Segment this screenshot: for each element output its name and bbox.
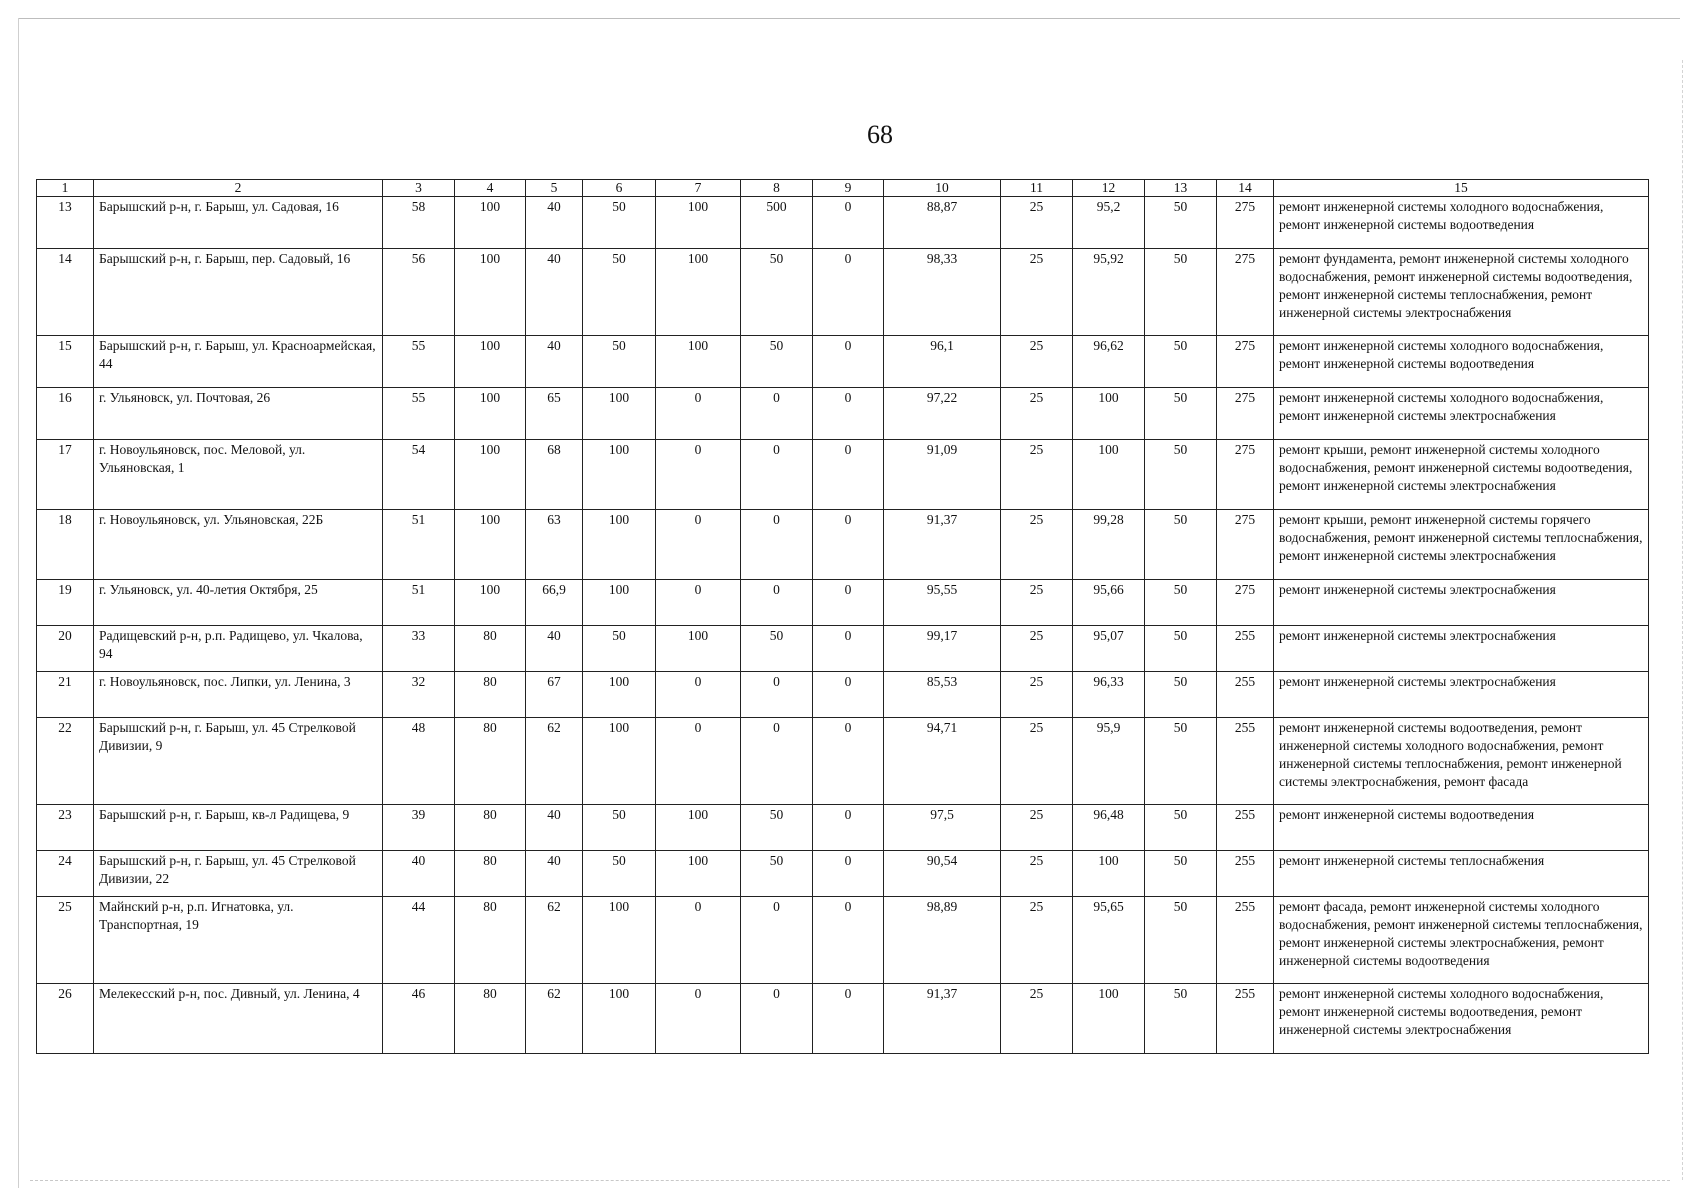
value-cell-col-9: 0	[813, 336, 884, 388]
value-cell-col-14: 275	[1217, 336, 1274, 388]
table-row	[37, 336, 1649, 388]
value-cell-col-7: 0	[656, 388, 741, 440]
works-cell: ремонт инженерной системы электроснабжения	[1274, 580, 1649, 626]
value-cell-col-7: 0	[656, 897, 741, 984]
address-cell: г. Ульяновск, ул. 40-летия Октября, 25	[94, 580, 383, 626]
value-cell-col-4: 80	[455, 984, 526, 1054]
value-cell-col-10: 88,87	[884, 197, 1001, 249]
value-cell-col-3: 55	[383, 388, 455, 440]
row-number-cell: 13	[37, 197, 94, 249]
value-cell-col-8: 0	[741, 984, 813, 1054]
table-row	[37, 440, 1649, 510]
address-cell: г. Новоульяновск, ул. Ульяновская, 22Б	[94, 510, 383, 580]
address-cell: Барышский р-н, г. Барыш, ул. Садовая, 16	[94, 197, 383, 249]
value-cell-col-9: 0	[813, 626, 884, 672]
value-cell-col-3: 51	[383, 510, 455, 580]
row-number-cell: 23	[37, 805, 94, 851]
address-cell: Барышский р-н, г. Барыш, ул. 45 Стрелковой Дивизии, 22	[94, 851, 383, 897]
value-cell-col-8: 50	[741, 336, 813, 388]
row-number-cell: 20	[37, 626, 94, 672]
row-number-cell: 17	[37, 440, 94, 510]
value-cell-col-5: 40	[526, 805, 583, 851]
table-row	[37, 672, 1649, 718]
value-cell-col-8: 50	[741, 805, 813, 851]
value-cell-col-7: 100	[656, 626, 741, 672]
value-cell-col-4: 100	[455, 510, 526, 580]
value-cell-col-11: 25	[1001, 626, 1073, 672]
row-number-cell: 22	[37, 718, 94, 805]
value-cell-col-3: 39	[383, 805, 455, 851]
value-cell-col-5: 40	[526, 336, 583, 388]
column-header-2: 2	[94, 180, 383, 197]
value-cell-col-8: 50	[741, 851, 813, 897]
value-cell-col-4: 100	[455, 249, 526, 336]
works-cell: ремонт инженерной системы водоотведения, ремонт инженерной системы холодного водоснабжения, ремонт инженерной системы теплоснабжения, ремонт инженерной системы электроснабжения, ремонт фасада	[1274, 718, 1649, 805]
value-cell-col-6: 50	[583, 336, 656, 388]
value-cell-col-4: 100	[455, 388, 526, 440]
value-cell-col-11: 25	[1001, 851, 1073, 897]
works-cell: ремонт инженерной системы холодного водоснабжения, ремонт инженерной системы водоотведения, ремонт инженерной системы электроснабжения	[1274, 984, 1649, 1054]
value-cell-col-8: 0	[741, 580, 813, 626]
scan-edge-bottom	[30, 1180, 1670, 1181]
column-header-10: 10	[884, 180, 1001, 197]
scan-edge-right	[1682, 60, 1683, 1180]
value-cell-col-6: 50	[583, 197, 656, 249]
value-cell-col-7: 0	[656, 440, 741, 510]
table-row	[37, 984, 1649, 1054]
value-cell-col-5: 68	[526, 440, 583, 510]
value-cell-col-14: 255	[1217, 984, 1274, 1054]
value-cell-col-9: 0	[813, 851, 884, 897]
value-cell-col-13: 50	[1145, 672, 1217, 718]
value-cell-col-13: 50	[1145, 249, 1217, 336]
table-row	[37, 510, 1649, 580]
value-cell-col-3: 46	[383, 984, 455, 1054]
value-cell-col-9: 0	[813, 440, 884, 510]
value-cell-col-11: 25	[1001, 672, 1073, 718]
value-cell-col-11: 25	[1001, 580, 1073, 626]
works-cell: ремонт инженерной системы холодного водоснабжения, ремонт инженерной системы электроснабжения	[1274, 388, 1649, 440]
row-number-cell: 26	[37, 984, 94, 1054]
value-cell-col-7: 100	[656, 249, 741, 336]
value-cell-col-9: 0	[813, 897, 884, 984]
value-cell-col-10: 98,33	[884, 249, 1001, 336]
scan-edge-left	[18, 18, 19, 1188]
value-cell-col-7: 100	[656, 805, 741, 851]
value-cell-col-6: 100	[583, 388, 656, 440]
value-cell-col-5: 40	[526, 249, 583, 336]
value-cell-col-9: 0	[813, 197, 884, 249]
column-header-14: 14	[1217, 180, 1274, 197]
value-cell-col-7: 100	[656, 851, 741, 897]
works-cell: ремонт крыши, ремонт инженерной системы холодного водоснабжения, ремонт инженерной системы водоотведения, ремонт инженерной системы электроснабжения	[1274, 440, 1649, 510]
value-cell-col-8: 0	[741, 897, 813, 984]
value-cell-col-6: 100	[583, 984, 656, 1054]
value-cell-col-5: 62	[526, 984, 583, 1054]
value-cell-col-4: 80	[455, 805, 526, 851]
table-row	[37, 805, 1649, 851]
address-cell: Барышский р-н, г. Барыш, кв-л Радищева, 9	[94, 805, 383, 851]
value-cell-col-4: 100	[455, 580, 526, 626]
value-cell-col-4: 100	[455, 440, 526, 510]
value-cell-col-6: 50	[583, 626, 656, 672]
value-cell-col-11: 25	[1001, 718, 1073, 805]
value-cell-col-14: 255	[1217, 897, 1274, 984]
value-cell-col-7: 100	[656, 336, 741, 388]
value-cell-col-5: 62	[526, 718, 583, 805]
table-row	[37, 718, 1649, 805]
value-cell-col-6: 100	[583, 718, 656, 805]
value-cell-col-10: 96,1	[884, 336, 1001, 388]
value-cell-col-5: 40	[526, 626, 583, 672]
value-cell-col-13: 50	[1145, 718, 1217, 805]
value-cell-col-14: 275	[1217, 197, 1274, 249]
value-cell-col-6: 50	[583, 805, 656, 851]
column-header-6: 6	[583, 180, 656, 197]
table-row	[37, 249, 1649, 336]
value-cell-col-9: 0	[813, 388, 884, 440]
column-header-13: 13	[1145, 180, 1217, 197]
table-row	[37, 388, 1649, 440]
value-cell-col-5: 63	[526, 510, 583, 580]
value-cell-col-10: 94,71	[884, 718, 1001, 805]
value-cell-col-14: 275	[1217, 440, 1274, 510]
value-cell-col-11: 25	[1001, 197, 1073, 249]
column-header-4: 4	[455, 180, 526, 197]
address-cell: Барышский р-н, г. Барыш, ул. 45 Стрелковой Дивизии, 9	[94, 718, 383, 805]
value-cell-col-14: 275	[1217, 580, 1274, 626]
column-header-8: 8	[741, 180, 813, 197]
value-cell-col-12: 96,48	[1073, 805, 1145, 851]
address-cell: г. Новоульяновск, пос. Меловой, ул. Ульяновская, 1	[94, 440, 383, 510]
works-cell: ремонт инженерной системы водоотведения	[1274, 805, 1649, 851]
value-cell-col-12: 99,28	[1073, 510, 1145, 580]
value-cell-col-9: 0	[813, 580, 884, 626]
header-row	[37, 180, 1649, 197]
value-cell-col-13: 50	[1145, 336, 1217, 388]
value-cell-col-13: 50	[1145, 897, 1217, 984]
value-cell-col-14: 255	[1217, 626, 1274, 672]
value-cell-col-14: 275	[1217, 388, 1274, 440]
row-number-cell: 14	[37, 249, 94, 336]
value-cell-col-4: 100	[455, 336, 526, 388]
value-cell-col-11: 25	[1001, 388, 1073, 440]
value-cell-col-14: 255	[1217, 851, 1274, 897]
row-number-cell: 18	[37, 510, 94, 580]
value-cell-col-10: 90,54	[884, 851, 1001, 897]
row-number-cell: 19	[37, 580, 94, 626]
value-cell-col-8: 0	[741, 388, 813, 440]
value-cell-col-9: 0	[813, 249, 884, 336]
value-cell-col-11: 25	[1001, 336, 1073, 388]
value-cell-col-7: 0	[656, 984, 741, 1054]
value-cell-col-14: 255	[1217, 672, 1274, 718]
row-number-cell: 25	[37, 897, 94, 984]
value-cell-col-9: 0	[813, 510, 884, 580]
value-cell-col-8: 0	[741, 672, 813, 718]
table-row	[37, 626, 1649, 672]
value-cell-col-6: 100	[583, 897, 656, 984]
value-cell-col-12: 96,62	[1073, 336, 1145, 388]
value-cell-col-12: 96,33	[1073, 672, 1145, 718]
value-cell-col-9: 0	[813, 672, 884, 718]
value-cell-col-12: 95,2	[1073, 197, 1145, 249]
value-cell-col-14: 275	[1217, 249, 1274, 336]
value-cell-col-12: 100	[1073, 851, 1145, 897]
value-cell-col-9: 0	[813, 984, 884, 1054]
row-number-cell: 21	[37, 672, 94, 718]
value-cell-col-11: 25	[1001, 440, 1073, 510]
column-header-12: 12	[1073, 180, 1145, 197]
value-cell-col-7: 0	[656, 718, 741, 805]
page-number: 68	[867, 120, 893, 149]
table-body	[37, 197, 1649, 1054]
table-row	[37, 851, 1649, 897]
column-header-5: 5	[526, 180, 583, 197]
value-cell-col-13: 50	[1145, 984, 1217, 1054]
value-cell-col-10: 97,5	[884, 805, 1001, 851]
value-cell-col-13: 50	[1145, 388, 1217, 440]
value-cell-col-10: 91,37	[884, 984, 1001, 1054]
value-cell-col-13: 50	[1145, 510, 1217, 580]
row-number-cell: 24	[37, 851, 94, 897]
value-cell-col-5: 65	[526, 388, 583, 440]
table-row	[37, 580, 1649, 626]
value-cell-col-12: 100	[1073, 388, 1145, 440]
column-header-3: 3	[383, 180, 455, 197]
address-cell: Барышский р-н, г. Барыш, пер. Садовый, 16	[94, 249, 383, 336]
value-cell-col-13: 50	[1145, 626, 1217, 672]
value-cell-col-12: 95,66	[1073, 580, 1145, 626]
works-cell: ремонт фасада, ремонт инженерной системы холодного водоснабжения, ремонт инженерной системы теплоснабжения, ремонт инженерной системы электроснабжения, ремонт инженерной системы водоотведения	[1274, 897, 1649, 984]
value-cell-col-6: 50	[583, 851, 656, 897]
value-cell-col-3: 51	[383, 580, 455, 626]
value-cell-col-4: 100	[455, 197, 526, 249]
value-cell-col-3: 56	[383, 249, 455, 336]
row-number-cell: 15	[37, 336, 94, 388]
works-cell: ремонт фундамента, ремонт инженерной системы холодного водоснабжения, ремонт инженерной системы водоотведения, ремонт инженерной системы теплоснабжения, ремонт инженерной системы электроснабжения	[1274, 249, 1649, 336]
value-cell-col-3: 44	[383, 897, 455, 984]
value-cell-col-8: 0	[741, 440, 813, 510]
value-cell-col-4: 80	[455, 672, 526, 718]
address-cell: г. Ульяновск, ул. Почтовая, 26	[94, 388, 383, 440]
value-cell-col-13: 50	[1145, 805, 1217, 851]
value-cell-col-6: 100	[583, 580, 656, 626]
value-cell-col-12: 100	[1073, 984, 1145, 1054]
value-cell-col-14: 255	[1217, 805, 1274, 851]
address-cell: Мелекесский р-н, пос. Дивный, ул. Ленина, 4	[94, 984, 383, 1054]
address-cell: Радищевский р-н, р.п. Радищево, ул. Чкалова, 94	[94, 626, 383, 672]
value-cell-col-11: 25	[1001, 510, 1073, 580]
value-cell-col-4: 80	[455, 626, 526, 672]
value-cell-col-3: 32	[383, 672, 455, 718]
value-cell-col-6: 100	[583, 440, 656, 510]
column-header-7: 7	[656, 180, 741, 197]
table-header	[37, 180, 1649, 197]
value-cell-col-13: 50	[1145, 580, 1217, 626]
works-cell: ремонт инженерной системы холодного водоснабжения, ремонт инженерной системы водоотведения	[1274, 336, 1649, 388]
row-number-cell: 16	[37, 388, 94, 440]
address-cell: Майнский р-н, р.п. Игнатовка, ул. Транспортная, 19	[94, 897, 383, 984]
value-cell-col-5: 40	[526, 197, 583, 249]
value-cell-col-10: 85,53	[884, 672, 1001, 718]
works-cell: ремонт инженерной системы теплоснабжения	[1274, 851, 1649, 897]
value-cell-col-3: 40	[383, 851, 455, 897]
value-cell-col-3: 33	[383, 626, 455, 672]
value-cell-col-4: 80	[455, 718, 526, 805]
value-cell-col-12: 95,07	[1073, 626, 1145, 672]
value-cell-col-6: 100	[583, 510, 656, 580]
value-cell-col-5: 62	[526, 897, 583, 984]
value-cell-col-14: 255	[1217, 718, 1274, 805]
value-cell-col-5: 40	[526, 851, 583, 897]
value-cell-col-8: 0	[741, 718, 813, 805]
address-cell: г. Новоульяновск, пос. Липки, ул. Ленина, 3	[94, 672, 383, 718]
value-cell-col-8: 500	[741, 197, 813, 249]
value-cell-col-13: 50	[1145, 197, 1217, 249]
value-cell-col-7: 100	[656, 197, 741, 249]
value-cell-col-13: 50	[1145, 851, 1217, 897]
value-cell-col-7: 0	[656, 510, 741, 580]
value-cell-col-11: 25	[1001, 897, 1073, 984]
value-cell-col-10: 98,89	[884, 897, 1001, 984]
scan-edge-top	[18, 18, 1680, 19]
value-cell-col-11: 25	[1001, 984, 1073, 1054]
value-cell-col-12: 100	[1073, 440, 1145, 510]
value-cell-col-3: 55	[383, 336, 455, 388]
registry-table	[36, 179, 1649, 1054]
value-cell-col-3: 54	[383, 440, 455, 510]
works-cell: ремонт инженерной системы электроснабжения	[1274, 626, 1649, 672]
value-cell-col-6: 50	[583, 249, 656, 336]
works-cell: ремонт крыши, ремонт инженерной системы горячего водоснабжения, ремонт инженерной системы теплоснабжения, ремонт инженерной системы электроснабжения	[1274, 510, 1649, 580]
table-row	[37, 197, 1649, 249]
value-cell-col-4: 80	[455, 851, 526, 897]
value-cell-col-6: 100	[583, 672, 656, 718]
value-cell-col-13: 50	[1145, 440, 1217, 510]
value-cell-col-8: 50	[741, 626, 813, 672]
value-cell-col-10: 99,17	[884, 626, 1001, 672]
column-header-11: 11	[1001, 180, 1073, 197]
value-cell-col-10: 91,37	[884, 510, 1001, 580]
value-cell-col-11: 25	[1001, 249, 1073, 336]
value-cell-col-3: 58	[383, 197, 455, 249]
value-cell-col-12: 95,65	[1073, 897, 1145, 984]
value-cell-col-10: 97,22	[884, 388, 1001, 440]
value-cell-col-7: 0	[656, 672, 741, 718]
table-row	[37, 897, 1649, 984]
value-cell-col-10: 95,55	[884, 580, 1001, 626]
column-header-9: 9	[813, 180, 884, 197]
column-header-15: 15	[1274, 180, 1649, 197]
works-cell: ремонт инженерной системы электроснабжения	[1274, 672, 1649, 718]
works-cell: ремонт инженерной системы холодного водоснабжения, ремонт инженерной системы водоотведения	[1274, 197, 1649, 249]
value-cell-col-3: 48	[383, 718, 455, 805]
value-cell-col-7: 0	[656, 580, 741, 626]
value-cell-col-12: 95,92	[1073, 249, 1145, 336]
value-cell-col-12: 95,9	[1073, 718, 1145, 805]
value-cell-col-14: 275	[1217, 510, 1274, 580]
value-cell-col-9: 0	[813, 718, 884, 805]
value-cell-col-4: 80	[455, 897, 526, 984]
value-cell-col-8: 0	[741, 510, 813, 580]
value-cell-col-9: 0	[813, 805, 884, 851]
value-cell-col-5: 66,9	[526, 580, 583, 626]
value-cell-col-5: 67	[526, 672, 583, 718]
value-cell-col-8: 50	[741, 249, 813, 336]
address-cell: Барышский р-н, г. Барыш, ул. Красноармейская, 44	[94, 336, 383, 388]
value-cell-col-11: 25	[1001, 805, 1073, 851]
column-header-1: 1	[37, 180, 94, 197]
value-cell-col-10: 91,09	[884, 440, 1001, 510]
